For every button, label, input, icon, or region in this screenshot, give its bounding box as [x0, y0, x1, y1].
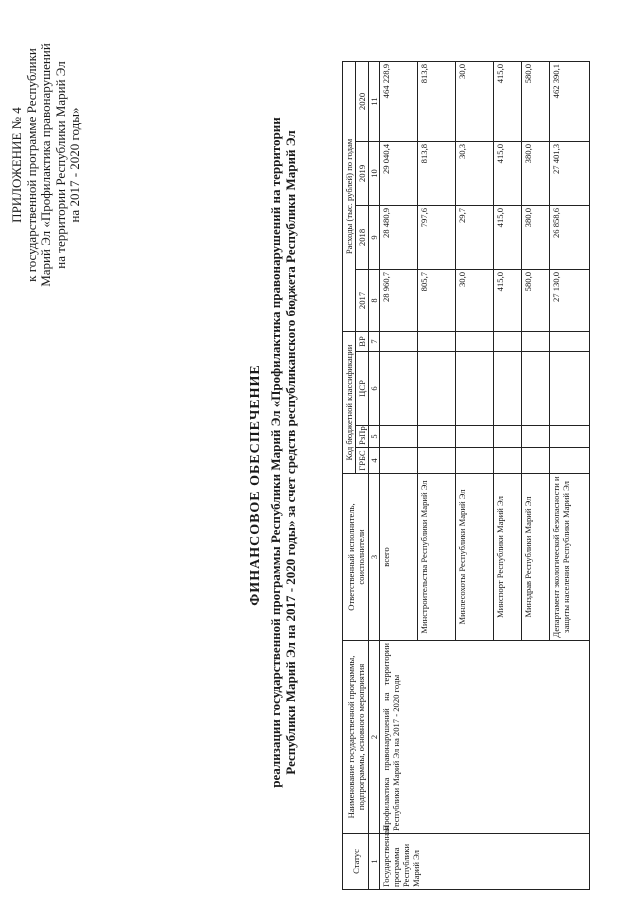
- appendix-line: ПРИЛОЖЕНИЕ № 4: [9, 107, 24, 223]
- vr-cell: [380, 331, 418, 351]
- csr-cell: [380, 352, 418, 426]
- executor-cell: Минспорт Республики Марий Эл: [494, 474, 522, 641]
- value-2019: 30,3: [456, 141, 494, 205]
- table-row: [380, 61, 418, 889]
- grbs-cell: [550, 448, 590, 474]
- value-2019: 380,0: [522, 141, 550, 205]
- header-2018: 2018: [356, 205, 369, 269]
- grbs-cell: [456, 448, 494, 474]
- csr-cell: [456, 352, 494, 426]
- column-numbers-row: [369, 61, 380, 889]
- value-2017: 805,7: [418, 269, 456, 331]
- rzpr-cell: [522, 426, 550, 448]
- value-2018: 380,0: [522, 205, 550, 269]
- column-number: 4: [369, 448, 380, 474]
- header-csr: ЦСР: [356, 352, 369, 426]
- csr-cell: [522, 352, 550, 426]
- status-cell: Государственная программа Республики Марий Эл: [380, 834, 590, 890]
- subtitle-line: Республики Марий Эл на 2017 - 2020 годы» за счет средств республиканского бюджета Республики Марий Эл: [283, 130, 298, 775]
- header-executor: Ответственный исполнитель, соисполнители: [343, 474, 369, 641]
- column-number: 6: [369, 352, 380, 426]
- column-number: 1: [369, 834, 380, 890]
- value-2017: 580,0: [522, 269, 550, 331]
- rzpr-cell: [380, 426, 418, 448]
- value-2020: 813,8: [418, 61, 456, 141]
- value-2019: 813,8: [418, 141, 456, 205]
- document-subtitle: [268, 0, 298, 905]
- header-vr: ВР: [356, 331, 369, 351]
- value-2018: 415,0: [494, 205, 522, 269]
- csr-cell: [550, 352, 590, 426]
- appendix-block: [10, 15, 83, 315]
- column-number: 7: [369, 331, 380, 351]
- csr-cell: [418, 352, 456, 426]
- executor-cell: всего: [380, 474, 418, 641]
- value-2017: 27 130,0: [550, 269, 590, 331]
- header-2017: 2017: [356, 269, 369, 331]
- appendix-line: на территории Республики Марий Эл: [52, 61, 68, 269]
- grbs-cell: [494, 448, 522, 474]
- subtitle-line: реализации государственной программы Республики Марий Эл «Профилактика правонарушений на территории: [268, 117, 283, 788]
- rzpr-cell: [494, 426, 522, 448]
- value-2019: 29 040,4: [380, 141, 418, 205]
- grbs-cell: [418, 448, 456, 474]
- header-budget-code: Код бюджетной классификации: [343, 331, 356, 473]
- vr-cell: [522, 331, 550, 351]
- value-2017: 415,0: [494, 269, 522, 331]
- header-status: Статус: [343, 834, 369, 890]
- header-rzpr: РзПр: [356, 426, 369, 448]
- header-2020: 2020: [356, 61, 369, 141]
- value-2019: 27 401,3: [550, 141, 590, 205]
- value-2018: 29,7: [456, 205, 494, 269]
- value-2020: 580,0: [522, 61, 550, 141]
- value-2018: 797,6: [418, 205, 456, 269]
- program-name-cell: Профилактика правонарушений на территории Республики Марий Эл на 2017 - 2020 годы: [380, 641, 590, 834]
- executor-cell: Департамент экологической безопасности и защиты населения Республики Марий Эл: [550, 474, 590, 641]
- column-number: 10: [369, 141, 380, 205]
- column-number: 3: [369, 474, 380, 641]
- column-number: 5: [369, 426, 380, 448]
- rzpr-cell: [418, 426, 456, 448]
- value-2017: 28 960,7: [380, 269, 418, 331]
- header-2019: 2019: [356, 141, 369, 205]
- vr-cell: [418, 331, 456, 351]
- column-number: 8: [369, 269, 380, 331]
- vr-cell: [494, 331, 522, 351]
- value-2020: 462 390,1: [550, 61, 590, 141]
- appendix-line: к государственной программе Республики: [23, 48, 39, 282]
- document-title: ФИНАНСОВОЕ ОБЕСПЕЧЕНИЕ: [248, 364, 263, 606]
- column-number: 9: [369, 205, 380, 269]
- csr-cell: [494, 352, 522, 426]
- rzpr-cell: [550, 426, 590, 448]
- column-number: 11: [369, 61, 380, 141]
- column-number: 2: [369, 641, 380, 834]
- rzpr-cell: [456, 426, 494, 448]
- value-2018: 28 480,9: [380, 205, 418, 269]
- executor-cell: Минстроительства Республики Марий Эл: [418, 474, 456, 641]
- header-name: Наименование государственной программы, подпрограммы, основного мероприятия: [343, 641, 369, 834]
- vr-cell: [550, 331, 590, 351]
- value-2020: 30,0: [456, 61, 494, 141]
- finance-table: [342, 61, 590, 890]
- grbs-cell: [380, 448, 418, 474]
- value-2018: 26 858,6: [550, 205, 590, 269]
- value-2019: 415,0: [494, 141, 522, 205]
- grbs-cell: [522, 448, 550, 474]
- value-2020: 415,0: [494, 61, 522, 141]
- executor-cell: Минлесохоты Республики Марий Эл: [456, 474, 494, 641]
- executor-cell: Минздрав Республики Марий Эл: [522, 474, 550, 641]
- value-2020: 464 228,9: [380, 61, 418, 141]
- header-expenses: Расходы (тыс. рублей) по годам: [343, 61, 356, 331]
- value-2017: 30,0: [456, 269, 494, 331]
- appendix-line: на 2017 - 2020 годы»: [67, 107, 82, 223]
- header-grbs: ГРБС: [356, 448, 369, 474]
- vr-cell: [456, 331, 494, 351]
- appendix-line: Марий Эл «Профилактика правонарушений: [38, 43, 53, 287]
